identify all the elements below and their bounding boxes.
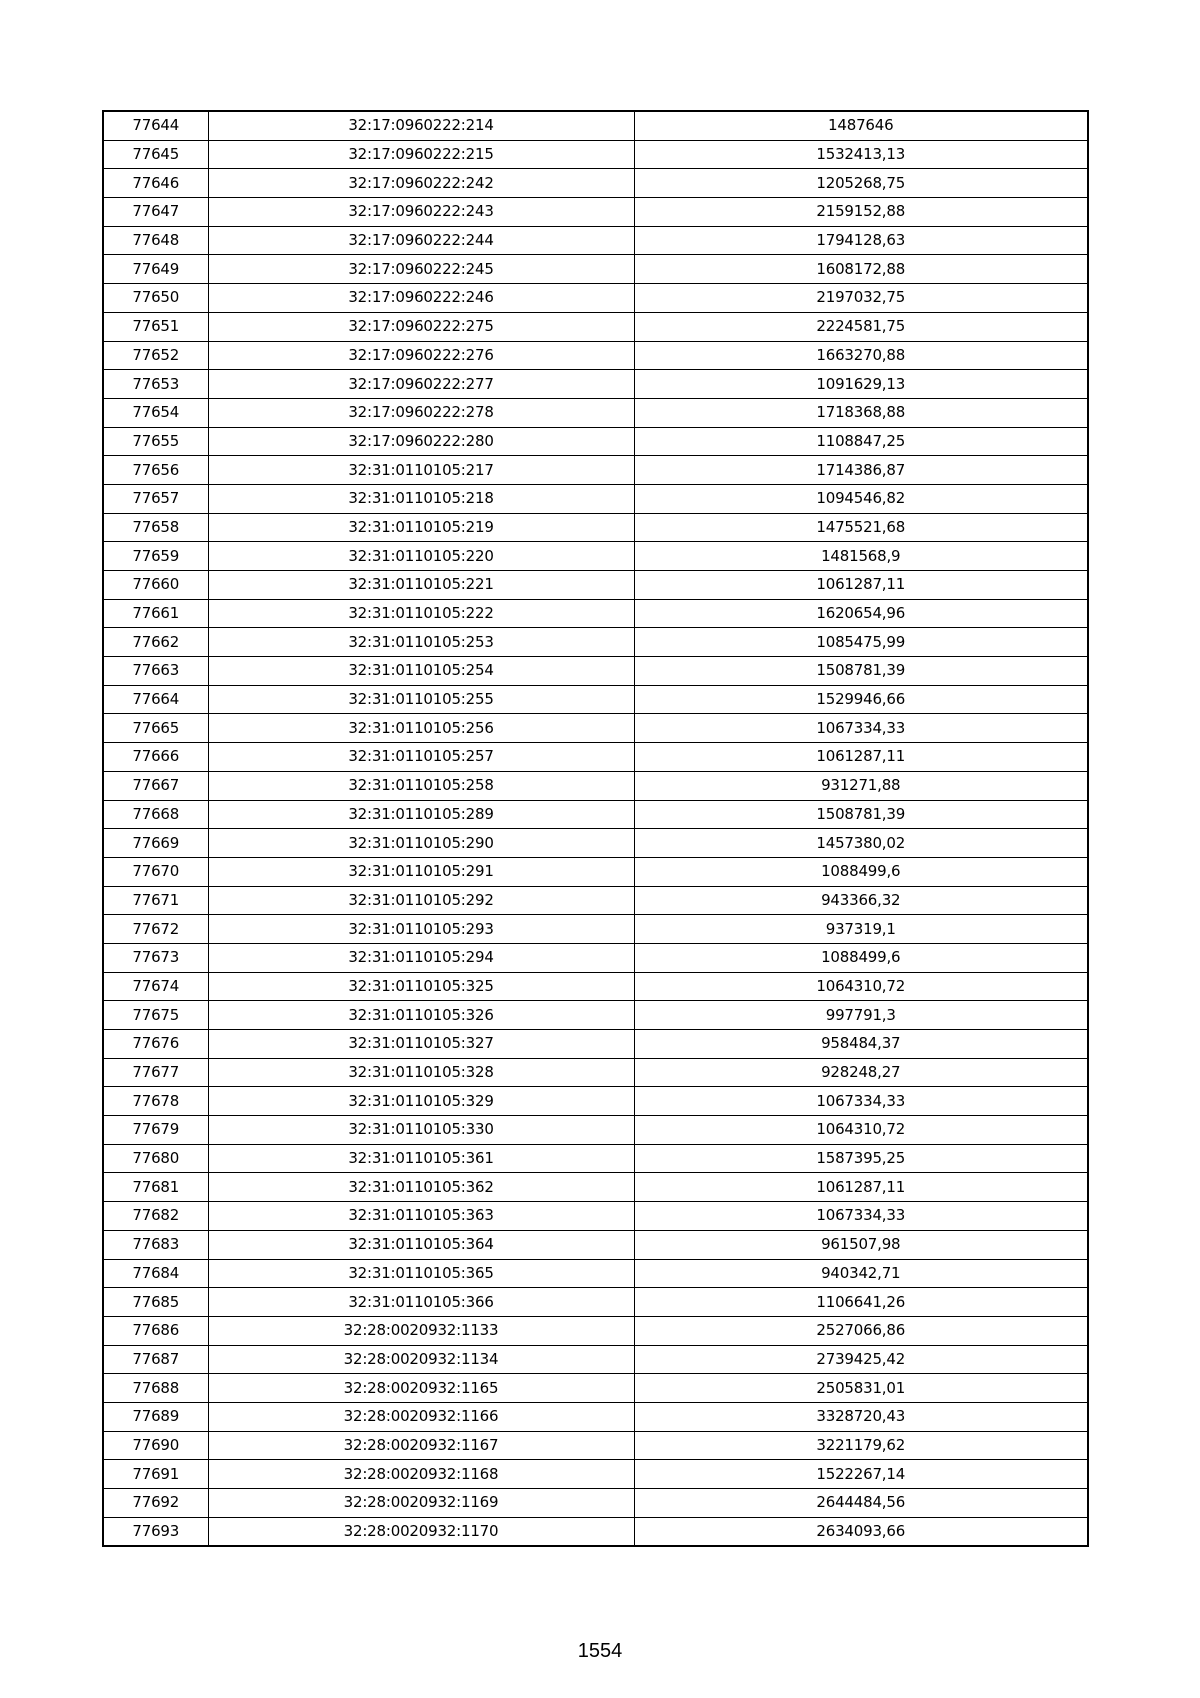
cadastral-number-cell: 32:31:0110105:257 xyxy=(208,743,634,772)
table-row xyxy=(103,370,1088,399)
cadastral-value-cell: 1205268,75 xyxy=(634,169,1088,198)
row-number-cell: 77686 xyxy=(103,1316,208,1345)
table-row xyxy=(103,1030,1088,1059)
cadastral-number-cell: 32:31:0110105:255 xyxy=(208,685,634,714)
cadastral-number-cell: 32:17:0960222:278 xyxy=(208,398,634,427)
table-row xyxy=(103,169,1088,198)
cadastral-value-cell: 3221179,62 xyxy=(634,1431,1088,1460)
cadastral-number-cell: 32:17:0960222:214 xyxy=(208,111,634,140)
row-number-cell: 77670 xyxy=(103,857,208,886)
row-number-cell: 77646 xyxy=(103,169,208,198)
cadastral-value-cell: 1061287,11 xyxy=(634,743,1088,772)
page-number: 1554 xyxy=(577,1640,623,1662)
row-number-cell: 77655 xyxy=(103,427,208,456)
cadastral-number-cell: 32:31:0110105:330 xyxy=(208,1116,634,1145)
row-number-cell: 77673 xyxy=(103,943,208,972)
row-number-cell: 77664 xyxy=(103,685,208,714)
cadastral-number-cell: 32:28:0020932:1133 xyxy=(208,1316,634,1345)
cadastral-value-cell: 997791,3 xyxy=(634,1001,1088,1030)
cadastral-value-cell: 2527066,86 xyxy=(634,1316,1088,1345)
row-number-cell: 77681 xyxy=(103,1173,208,1202)
row-number-cell: 77658 xyxy=(103,513,208,542)
row-number-cell: 77653 xyxy=(103,370,208,399)
cadastral-value-cell: 1794128,63 xyxy=(634,226,1088,255)
table-row xyxy=(103,1087,1088,1116)
row-number-cell: 77692 xyxy=(103,1489,208,1518)
row-number-cell: 77666 xyxy=(103,743,208,772)
table-row xyxy=(103,829,1088,858)
cadastral-value-cell: 1522267,14 xyxy=(634,1460,1088,1489)
row-number-cell: 77687 xyxy=(103,1345,208,1374)
row-number-cell: 77665 xyxy=(103,714,208,743)
table-row xyxy=(103,140,1088,169)
cadastral-number-cell: 32:31:0110105:289 xyxy=(208,800,634,829)
row-number-cell: 77674 xyxy=(103,972,208,1001)
cadastral-value-cell: 958484,37 xyxy=(634,1030,1088,1059)
cadastral-number-cell: 32:28:0020932:1168 xyxy=(208,1460,634,1489)
cadastral-number-cell: 32:31:0110105:254 xyxy=(208,657,634,686)
table-row xyxy=(103,513,1088,542)
row-number-cell: 77661 xyxy=(103,599,208,628)
row-number-cell: 77654 xyxy=(103,398,208,427)
cadastral-number-cell: 32:17:0960222:242 xyxy=(208,169,634,198)
table-row xyxy=(103,1316,1088,1345)
cadastral-value-cell: 2505831,01 xyxy=(634,1374,1088,1403)
table-row xyxy=(103,1345,1088,1374)
cadastral-value-cell: 1457380,02 xyxy=(634,829,1088,858)
table-row xyxy=(103,915,1088,944)
cadastral-value-cell: 1529946,66 xyxy=(634,685,1088,714)
cadastral-number-cell: 32:31:0110105:361 xyxy=(208,1144,634,1173)
cadastral-value-cell: 1106641,26 xyxy=(634,1288,1088,1317)
row-number-cell: 77647 xyxy=(103,198,208,227)
cadastral-value-cell: 1487646 xyxy=(634,111,1088,140)
cadastral-number-cell: 32:31:0110105:219 xyxy=(208,513,634,542)
cadastral-number-cell: 32:31:0110105:363 xyxy=(208,1202,634,1231)
row-number-cell: 77651 xyxy=(103,312,208,341)
row-number-cell: 77691 xyxy=(103,1460,208,1489)
table-row xyxy=(103,657,1088,686)
row-number-cell: 77680 xyxy=(103,1144,208,1173)
table-row xyxy=(103,198,1088,227)
cadastral-value-cell: 2224581,75 xyxy=(634,312,1088,341)
row-number-cell: 77652 xyxy=(103,341,208,370)
cadastral-value-cell: 940342,71 xyxy=(634,1259,1088,1288)
table-row xyxy=(103,111,1088,140)
table-row xyxy=(103,1460,1088,1489)
cadastral-value-cell: 1663270,88 xyxy=(634,341,1088,370)
cadastral-number-cell: 32:31:0110105:258 xyxy=(208,771,634,800)
table-row xyxy=(103,542,1088,571)
cadastral-value-cell: 1088499,6 xyxy=(634,857,1088,886)
table-row xyxy=(103,886,1088,915)
table-row xyxy=(103,226,1088,255)
table-row xyxy=(103,1230,1088,1259)
row-number-cell: 77678 xyxy=(103,1087,208,1116)
cadastral-value-cell: 1608172,88 xyxy=(634,255,1088,284)
row-number-cell: 77659 xyxy=(103,542,208,571)
cadastral-value-cell: 2644484,56 xyxy=(634,1489,1088,1518)
table-row xyxy=(103,1058,1088,1087)
cadastral-value-cell: 1085475,99 xyxy=(634,628,1088,657)
table-row xyxy=(103,714,1088,743)
table-row xyxy=(103,1001,1088,1030)
table-row xyxy=(103,628,1088,657)
cadastral-number-cell: 32:31:0110105:290 xyxy=(208,829,634,858)
cadastral-value-cell: 1620654,96 xyxy=(634,599,1088,628)
cadastral-number-cell: 32:31:0110105:294 xyxy=(208,943,634,972)
table-row xyxy=(103,1288,1088,1317)
table-row xyxy=(103,571,1088,600)
cadastral-value-cell: 1714386,87 xyxy=(634,456,1088,485)
cadastral-value-cell: 1064310,72 xyxy=(634,972,1088,1001)
cadastral-value-cell: 1067334,33 xyxy=(634,1087,1088,1116)
table-row xyxy=(103,1489,1088,1518)
table-row xyxy=(103,341,1088,370)
cadastral-number-cell: 32:31:0110105:222 xyxy=(208,599,634,628)
cadastral-value-cell: 1532413,13 xyxy=(634,140,1088,169)
cadastral-number-cell: 32:31:0110105:291 xyxy=(208,857,634,886)
table-row xyxy=(103,1173,1088,1202)
cadastral-number-cell: 32:28:0020932:1166 xyxy=(208,1402,634,1431)
row-number-cell: 77657 xyxy=(103,484,208,513)
cadastral-value-cell: 1587395,25 xyxy=(634,1144,1088,1173)
table-row xyxy=(103,1202,1088,1231)
cadastral-number-cell: 32:31:0110105:293 xyxy=(208,915,634,944)
table-row xyxy=(103,1431,1088,1460)
cadastral-number-cell: 32:31:0110105:221 xyxy=(208,571,634,600)
table-row xyxy=(103,1116,1088,1145)
cadastral-number-cell: 32:31:0110105:366 xyxy=(208,1288,634,1317)
cadastral-number-cell: 32:17:0960222:243 xyxy=(208,198,634,227)
cadastral-number-cell: 32:17:0960222:244 xyxy=(208,226,634,255)
table-row xyxy=(103,1259,1088,1288)
cadastral-value-cell: 2739425,42 xyxy=(634,1345,1088,1374)
row-number-cell: 77662 xyxy=(103,628,208,657)
cadastral-number-cell: 32:31:0110105:329 xyxy=(208,1087,634,1116)
cadastral-number-cell: 32:31:0110105:256 xyxy=(208,714,634,743)
table-row xyxy=(103,771,1088,800)
table-row xyxy=(103,255,1088,284)
cadastral-value-cell: 3328720,43 xyxy=(634,1402,1088,1431)
table-row xyxy=(103,427,1088,456)
table-row xyxy=(103,685,1088,714)
cadastral-value-cell: 931271,88 xyxy=(634,771,1088,800)
row-number-cell: 77693 xyxy=(103,1517,208,1546)
table-row xyxy=(103,398,1088,427)
cadastral-number-cell: 32:31:0110105:328 xyxy=(208,1058,634,1087)
cadastral-number-cell: 32:31:0110105:220 xyxy=(208,542,634,571)
cadastral-value-cell: 1091629,13 xyxy=(634,370,1088,399)
cadastral-number-cell: 32:28:0020932:1165 xyxy=(208,1374,634,1403)
cadastral-value-cell: 2197032,75 xyxy=(634,284,1088,313)
row-number-cell: 77690 xyxy=(103,1431,208,1460)
table-row xyxy=(103,972,1088,1001)
cadastral-number-cell: 32:31:0110105:326 xyxy=(208,1001,634,1030)
row-number-cell: 77683 xyxy=(103,1230,208,1259)
cadastral-number-cell: 32:31:0110105:362 xyxy=(208,1173,634,1202)
row-number-cell: 77685 xyxy=(103,1288,208,1317)
cadastral-number-cell: 32:28:0020932:1167 xyxy=(208,1431,634,1460)
cadastral-number-cell: 32:31:0110105:217 xyxy=(208,456,634,485)
table-row xyxy=(103,1402,1088,1431)
cadastral-value-cell: 1718368,88 xyxy=(634,398,1088,427)
table-row xyxy=(103,943,1088,972)
cadastral-value-cell: 937319,1 xyxy=(634,915,1088,944)
cadastral-number-cell: 32:17:0960222:215 xyxy=(208,140,634,169)
cadastral-value-cell: 943366,32 xyxy=(634,886,1088,915)
row-number-cell: 77672 xyxy=(103,915,208,944)
cadastral-value-cell: 2159152,88 xyxy=(634,198,1088,227)
table-row xyxy=(103,599,1088,628)
row-number-cell: 77682 xyxy=(103,1202,208,1231)
row-number-cell: 77645 xyxy=(103,140,208,169)
row-number-cell: 77663 xyxy=(103,657,208,686)
row-number-cell: 77689 xyxy=(103,1402,208,1431)
cadastral-value-cell: 1064310,72 xyxy=(634,1116,1088,1145)
row-number-cell: 77667 xyxy=(103,771,208,800)
row-number-cell: 77648 xyxy=(103,226,208,255)
cadastral-value-cell: 1508781,39 xyxy=(634,657,1088,686)
cadastral-value-cell: 1481568,9 xyxy=(634,542,1088,571)
row-number-cell: 77671 xyxy=(103,886,208,915)
table-row xyxy=(103,284,1088,313)
row-number-cell: 77660 xyxy=(103,571,208,600)
cadastral-number-cell: 32:17:0960222:275 xyxy=(208,312,634,341)
row-number-cell: 77649 xyxy=(103,255,208,284)
cadastral-value-cell: 1067334,33 xyxy=(634,1202,1088,1231)
row-number-cell: 77656 xyxy=(103,456,208,485)
table-row xyxy=(103,800,1088,829)
cadastral-value-cell: 2634093,66 xyxy=(634,1517,1088,1546)
table-row xyxy=(103,456,1088,485)
row-number-cell: 77669 xyxy=(103,829,208,858)
cadastral-number-cell: 32:31:0110105:253 xyxy=(208,628,634,657)
cadastral-value-cell: 928248,27 xyxy=(634,1058,1088,1087)
cadastral-number-cell: 32:31:0110105:325 xyxy=(208,972,634,1001)
cadastral-value-cell: 1088499,6 xyxy=(634,943,1088,972)
row-number-cell: 77684 xyxy=(103,1259,208,1288)
table-row xyxy=(103,1517,1088,1546)
cadastral-value-cell: 1094546,82 xyxy=(634,484,1088,513)
table-body xyxy=(103,111,1088,1546)
row-number-cell: 77675 xyxy=(103,1001,208,1030)
row-number-cell: 77644 xyxy=(103,111,208,140)
cadastral-number-cell: 32:31:0110105:327 xyxy=(208,1030,634,1059)
row-number-cell: 77668 xyxy=(103,800,208,829)
cadastral-value-cell: 1061287,11 xyxy=(634,571,1088,600)
cadastral-value-cell: 961507,98 xyxy=(634,1230,1088,1259)
table-row xyxy=(103,1374,1088,1403)
cadastral-number-cell: 32:17:0960222:276 xyxy=(208,341,634,370)
cadastral-number-cell: 32:31:0110105:364 xyxy=(208,1230,634,1259)
cadastral-number-cell: 32:28:0020932:1134 xyxy=(208,1345,634,1374)
table-row xyxy=(103,312,1088,341)
cadastral-number-cell: 32:17:0960222:246 xyxy=(208,284,634,313)
cadastral-value-cell: 1108847,25 xyxy=(634,427,1088,456)
table-row xyxy=(103,484,1088,513)
cadastral-number-cell: 32:28:0020932:1169 xyxy=(208,1489,634,1518)
cadastral-number-cell: 32:17:0960222:245 xyxy=(208,255,634,284)
cadastral-value-cell: 1061287,11 xyxy=(634,1173,1088,1202)
cadastral-number-cell: 32:28:0020932:1170 xyxy=(208,1517,634,1546)
cadastral-number-cell: 32:31:0110105:292 xyxy=(208,886,634,915)
cadastral-value-table xyxy=(102,110,1089,1547)
cadastral-number-cell: 32:17:0960222:277 xyxy=(208,370,634,399)
cadastral-number-cell: 32:17:0960222:280 xyxy=(208,427,634,456)
cadastral-value-cell: 1475521,68 xyxy=(634,513,1088,542)
row-number-cell: 77679 xyxy=(103,1116,208,1145)
row-number-cell: 77688 xyxy=(103,1374,208,1403)
table-row xyxy=(103,1144,1088,1173)
row-number-cell: 77677 xyxy=(103,1058,208,1087)
table-row xyxy=(103,857,1088,886)
cadastral-number-cell: 32:31:0110105:218 xyxy=(208,484,634,513)
cadastral-number-cell: 32:31:0110105:365 xyxy=(208,1259,634,1288)
table-row xyxy=(103,743,1088,772)
row-number-cell: 77650 xyxy=(103,284,208,313)
cadastral-value-cell: 1067334,33 xyxy=(634,714,1088,743)
cadastral-value-cell: 1508781,39 xyxy=(634,800,1088,829)
row-number-cell: 77676 xyxy=(103,1030,208,1059)
